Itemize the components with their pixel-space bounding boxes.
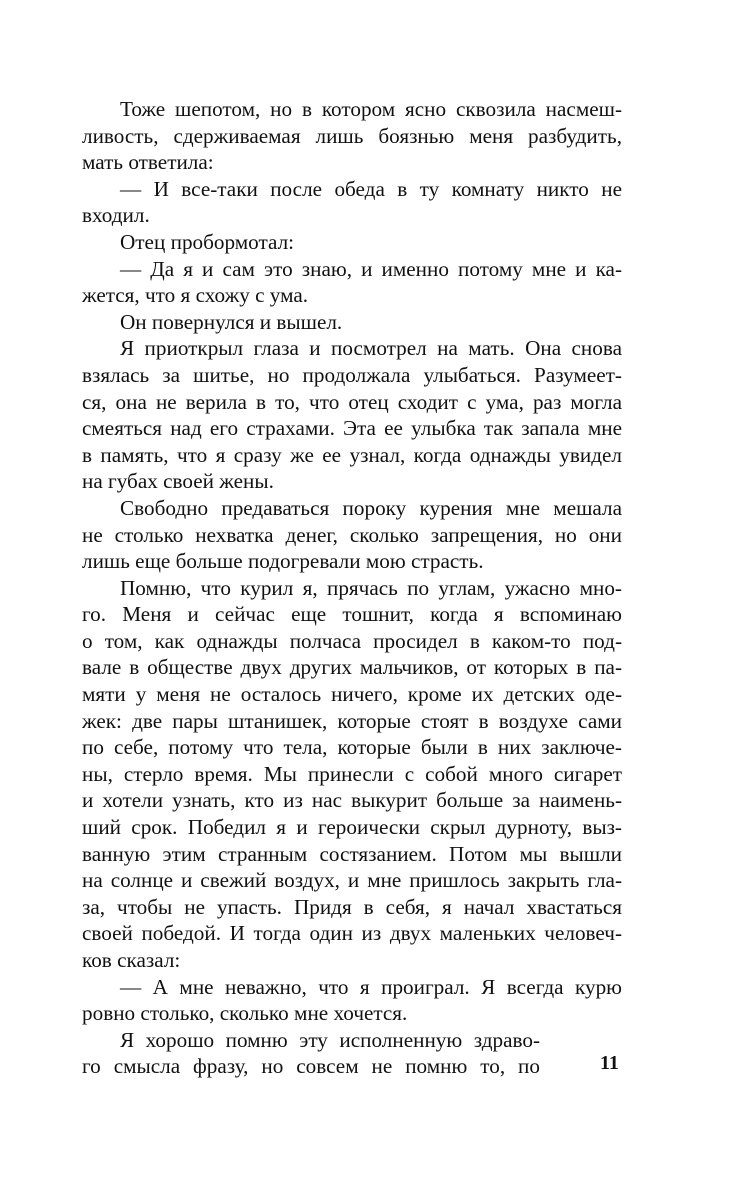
text-line: за, чтобы не упасть. Придя в себя, я начал хвастаться xyxy=(82,894,622,919)
text-line: лишь еще больше подогревали мою страсть. xyxy=(82,549,484,574)
text-line: ванную этим странным состязанием. Потом мы вышли xyxy=(82,841,622,866)
text-line: о том, как однажды полчаса просидел в каком-то под- xyxy=(82,628,622,653)
text-line: Свободно предаваться пороку курения мне мешала xyxy=(120,495,622,520)
text-line: вале в обществе двух других мальчиков, от которых в па- xyxy=(82,655,622,680)
text-line: ся, она не верила в то, что отец сходит с ума, раз могла xyxy=(82,389,622,414)
text-line: Помню, что курил я, прячась по углам, ужасно мно- xyxy=(120,575,622,600)
text-line: по себе, потому что тела, которые были в них заключе- xyxy=(82,735,622,760)
page-text-block xyxy=(82,96,622,1080)
text-line: — Да я и сам это знаю, и именно потому мне и ка- xyxy=(120,256,622,281)
text-line: смеяться над его страхами. Эта ее улыбка так запала мне xyxy=(82,416,622,441)
text-line: своей победой. И тогда один из двух маленьких человеч- xyxy=(82,921,622,946)
text-line: ший срок. Победил я и героически скрыл дурноту, выз- xyxy=(82,815,622,840)
text-line: Отец пробормотал: xyxy=(120,229,295,254)
text-line: ны, стерло время. Мы принесли с собой много сигарет xyxy=(82,761,622,786)
text-line: ровно столько, сколько мне хочется. xyxy=(82,1001,408,1026)
text-line: го смысла фразу, но совсем не помню то, по xyxy=(82,1054,540,1079)
text-line: мать ответила: xyxy=(82,150,214,175)
text-line: в память, что я сразу же ее узнал, когда однажды увидел xyxy=(82,442,622,467)
text-line: взялась за шитье, но продолжала улыбаться. Разумеет- xyxy=(82,362,622,387)
text-line: ков сказал: xyxy=(82,948,181,972)
text-line: жек: две пары штанишек, которые стоят в воздухе сами xyxy=(82,708,622,733)
text-line: мяти у меня не осталось ничего, кроме их детских оде- xyxy=(82,682,622,707)
text-line: не столько нехватка денег, сколько запрещения, но они xyxy=(82,522,622,547)
text-line: го. Меня и сейчас еще тошнит, когда я вспоминаю xyxy=(82,602,622,627)
text-line: Тоже шепотом, но в котором ясно сквозила насмеш- xyxy=(120,97,622,121)
text-line: — И все-таки после обеда в ту комнату никто не xyxy=(120,176,622,201)
text-line: Я приоткрыл глаза и посмотрел на мать. Она снова xyxy=(120,336,622,361)
text-line: на солнце и свежий воздух, и мне пришлось закрыть гла- xyxy=(82,868,622,893)
text-line: Он повернулся и вышел. xyxy=(120,309,343,334)
text-line: входил. xyxy=(82,203,150,228)
text-line: ливость, сдерживаемая лишь боязнью меня разбудить, xyxy=(82,123,622,148)
text-line: Я хорошо помню эту исполненную здраво- xyxy=(120,1027,540,1052)
text-line: на губах своей жены. xyxy=(82,469,274,494)
text-line: и хотели узнать, кто из нас выкурит больше за наимень- xyxy=(82,788,622,813)
text-line: жется, что я схожу с ума. xyxy=(82,283,309,308)
page-number: 11 xyxy=(600,1052,619,1074)
text-line: — А мне неважно, что я проиграл. Я всегда курю xyxy=(120,974,622,999)
